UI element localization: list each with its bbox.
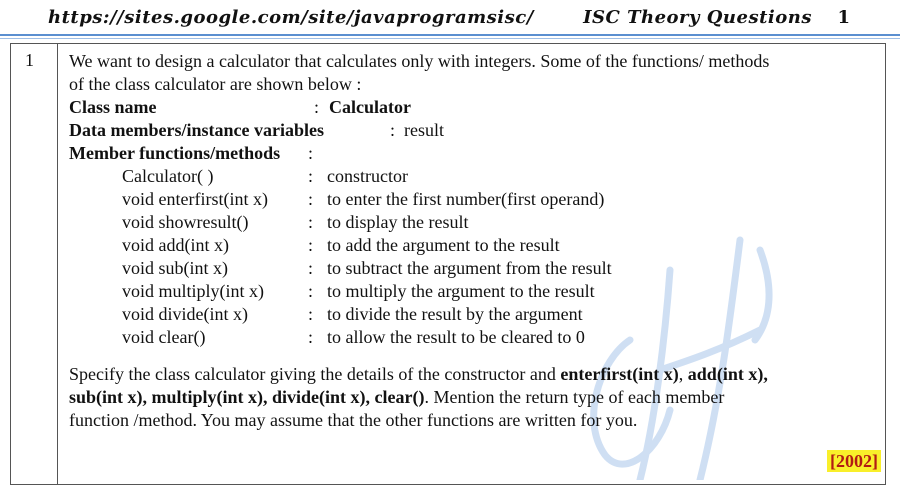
- method-colon: :: [308, 235, 314, 255]
- method-row: [69, 188, 881, 211]
- method-row: [69, 234, 881, 257]
- header-title: ISC Theory Questions: [583, 7, 812, 28]
- header-rule: [0, 34, 900, 36]
- method-row: [69, 257, 881, 280]
- method-desc: constructor: [327, 166, 408, 186]
- method-desc: to multiply the argument to the result: [327, 281, 595, 301]
- member-functions-label: Member functions/methods: [69, 143, 281, 163]
- question-instructions: [69, 363, 881, 432]
- method-colon: :: [308, 189, 314, 209]
- method-row: [69, 165, 881, 188]
- method-colon: :: [308, 212, 314, 232]
- methods-table: [69, 165, 881, 349]
- intro-line-1: We want to design a calculator that calculates only with integers. Some of the functions/ methods: [69, 51, 770, 71]
- question-number: 1: [25, 50, 34, 70]
- source-url[interactable]: https://sites.google.com/site/javaprogramsisc/: [48, 7, 534, 28]
- method-row: [69, 303, 881, 326]
- method-name: Calculator( ): [122, 166, 214, 186]
- question-intro: [69, 50, 881, 96]
- method-row: [69, 326, 881, 349]
- method-desc: to allow the result to be cleared to 0: [327, 327, 585, 347]
- method-name: void showresult(): [122, 212, 249, 232]
- class-spec: [69, 96, 881, 165]
- spec-bold-methods: sub(int x), multiply(int x), divide(int x), clear(): [69, 387, 425, 407]
- class-name-value: Calculator: [329, 97, 411, 117]
- method-desc: to divide the result by the argument: [327, 304, 583, 324]
- data-members-value: result: [404, 120, 444, 140]
- method-colon: :: [308, 258, 314, 278]
- method-name: void multiply(int x): [122, 281, 264, 301]
- data-members-label: Data members/instance variables: [69, 120, 324, 140]
- method-desc: to subtract the argument from the result: [327, 258, 612, 278]
- method-desc: to add the argument to the result: [327, 235, 560, 255]
- method-row: [69, 280, 881, 303]
- spec-bold-enterfirst: enterfirst(int x): [560, 364, 679, 384]
- method-desc: to enter the first number(first operand): [327, 189, 605, 209]
- spec-text-2: ,: [678, 364, 688, 384]
- question-number-column: [11, 44, 58, 484]
- class-name-label: Class name: [69, 97, 157, 117]
- method-name: void sub(int x): [122, 258, 228, 278]
- method-colon: :: [308, 327, 314, 347]
- method-name: void clear(): [122, 327, 206, 347]
- spec-text-1: Specify the class calculator giving the details of the constructor and: [69, 364, 561, 384]
- spec-text-3: . Mention the return type of each member: [424, 387, 725, 407]
- method-desc: to display the result: [327, 212, 469, 232]
- page-number: 1: [837, 7, 850, 28]
- method-row: [69, 211, 881, 234]
- question-box: [10, 43, 886, 485]
- member-functions-colon: :: [308, 143, 314, 163]
- data-members-colon: :: [390, 120, 396, 140]
- method-name: void add(int x): [122, 235, 229, 255]
- method-name: void enterfirst(int x): [122, 189, 268, 209]
- class-name-colon: :: [314, 97, 320, 117]
- method-colon: :: [308, 281, 314, 301]
- intro-line-2: of the class calculator are shown below :: [69, 74, 362, 94]
- spec-bold-add: add(int x),: [687, 364, 768, 384]
- header-rule-thin: [0, 38, 900, 39]
- method-name: void divide(int x): [122, 304, 248, 324]
- question-content: [69, 50, 881, 432]
- method-colon: :: [308, 166, 314, 186]
- spec-text-4: function /method. You may assume that the other functions are written for you.: [69, 410, 638, 430]
- method-colon: :: [308, 304, 314, 324]
- page-header: [0, 0, 900, 34]
- year-badge: [2002]: [827, 450, 881, 472]
